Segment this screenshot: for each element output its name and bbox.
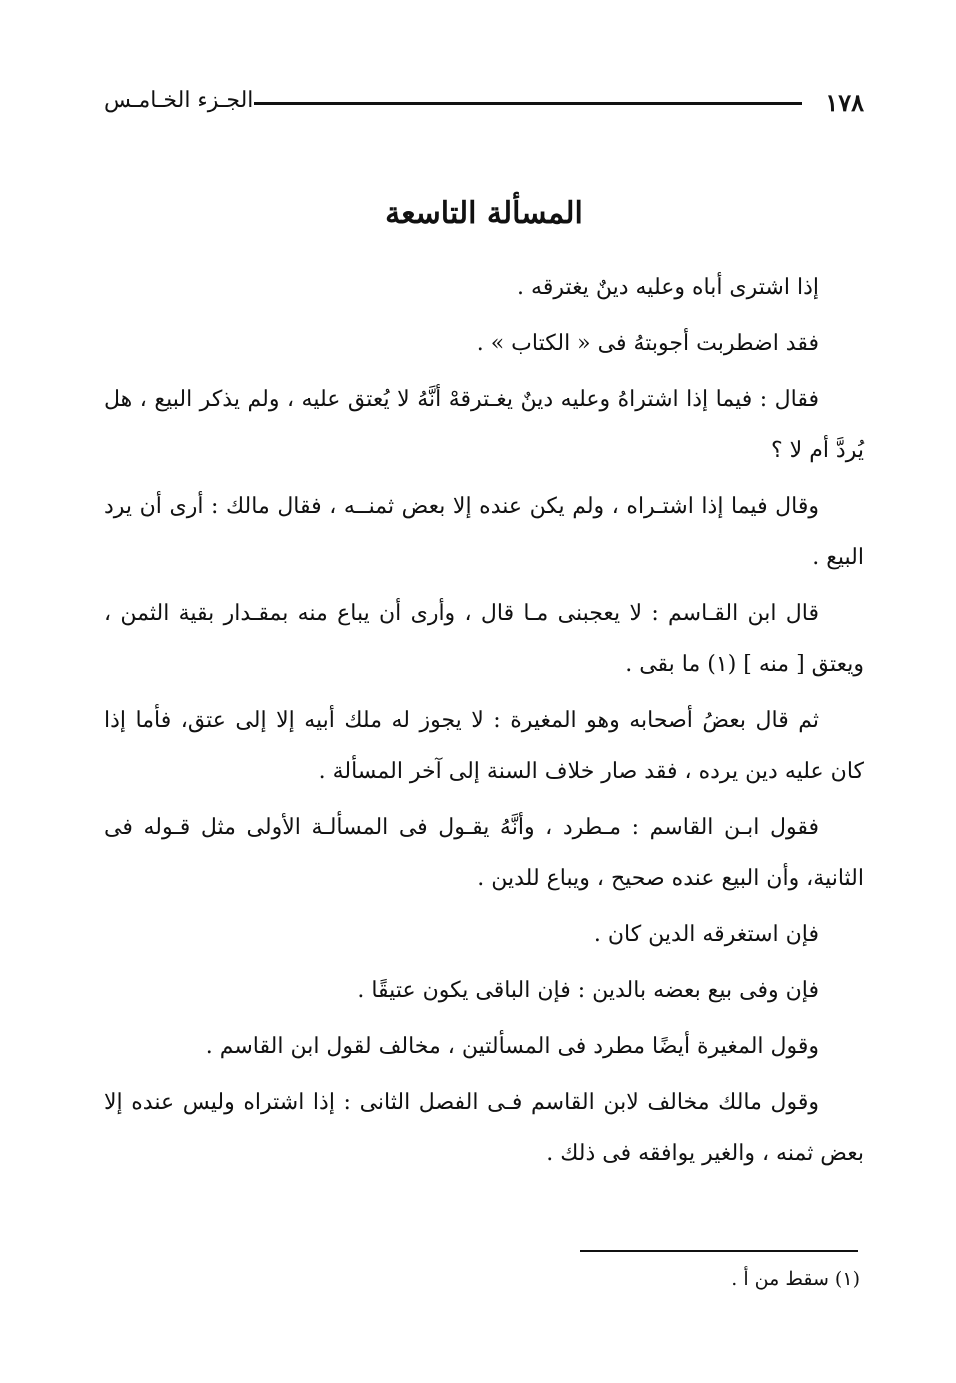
paragraph: فقول ابـن القاسم : مـطرد ، وأنَّهُ يقـول فى المسألـة الأولى مثل قـوله فى الثانية، وأن البيع عنده صحيح ، ويباع للدين .: [104, 815, 864, 891]
paragraph: وقول المغيرة أيضًا مطرد فى المسألتين ، مخالف لقول ابن القاسم .: [205, 1034, 819, 1059]
paragraph: فإن استغرقه الدين كان .: [593, 922, 819, 947]
paragraph: فإن وفى بيع بعضه بالدين : فإن الباقى يكون عتيقًا .: [357, 978, 819, 1003]
chapter-title: المسألة التاسعة: [385, 196, 583, 231]
paragraph: فقال : فيما إذا اشتراهُ وعليه دينٌ يغـترقهْ أنَّهُ لا يُعتق عليه ، ولم يذكر البيع ، هل يُردَّ أم لا ؟: [104, 387, 864, 463]
paragraph: إذا اشترى أباه وعليه دينٌ يغترقه .: [517, 275, 819, 300]
paragraph: وقال فيما إذا اشتـراه ، ولم يكن عنده إلا بعض ثمنــه ، فقال مالك : أرى أن يرد البيع .: [104, 494, 864, 570]
page-number: ١٧٨: [825, 88, 864, 117]
footnote: (١) سقط من أ .: [731, 1268, 860, 1290]
paragraph: قال ابن القـاسم : لا يعجبنى مـا قال ، وأرى أن يباع منه بمقـدار بقية الثمن ، ويعتق [ منه ] (١) ما بقى .: [104, 601, 864, 677]
footnote-rule: [580, 1250, 858, 1252]
page-header: [104, 84, 864, 120]
paragraph: وقول مالك مخالف لابن القاسم فـى الفصل الثانى : إذا اشتراه وليس عنده إلا بعض ثمنه ، والغير يوافقه فى ذلك .: [104, 1090, 864, 1166]
running-title: الجـزء الخـامـس: [104, 88, 254, 113]
header-rule: [254, 102, 802, 105]
paragraph: فقد اضطربت أجوبتهُ فى « الكتاب » .: [476, 331, 819, 356]
body-text: [104, 262, 864, 1184]
paragraph: ثم قال بعضُ أصحابه وهو المغيرة : لا يجوز له ملك أبيه إلا إلى عتق، فأما إذا كان عليه دين يرده ، فقد صار خلاف السنة إلى آخر المسألة .: [104, 708, 864, 784]
